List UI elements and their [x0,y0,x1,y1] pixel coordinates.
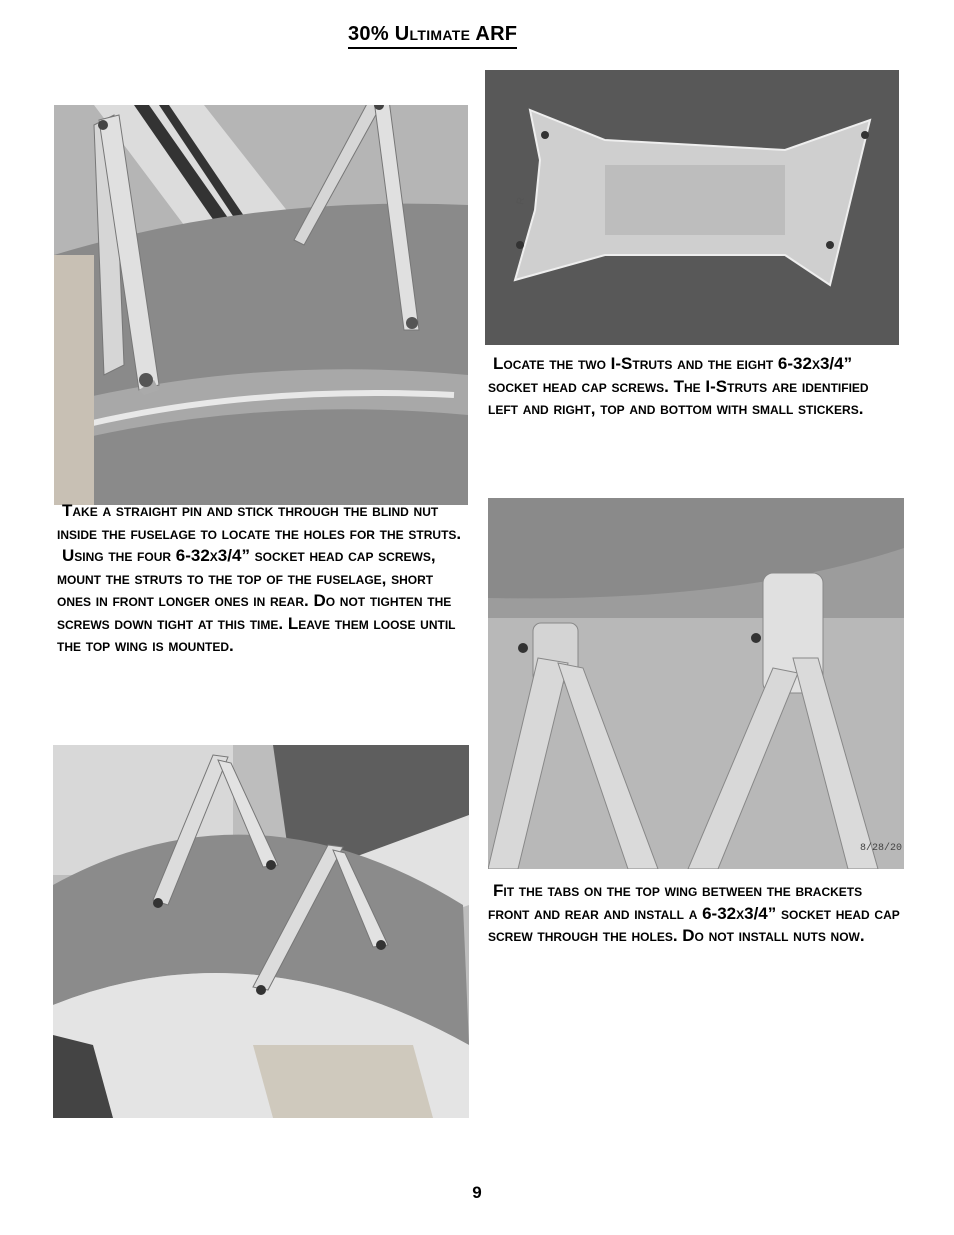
photo-struts-on-fuselage [54,105,468,505]
paragraph-text: Fit the tabs on the top wing between the brackets front and rear and install a 6-32x3/4” socket head cap screw through the holes. Do not install nuts now. [488,881,900,945]
paragraph-locate-struts [488,353,900,421]
photo-mounted-struts [53,745,469,1118]
paragraph-text-2: Using the four 6-32x3/4” socket head cap screws, mount the struts to the top of the fuselage, short ones in front longer ones in rear. Do not tighten the screws down tight at this time. Leave them loose until the top wing is mounted. [57,546,456,655]
photo-i-strut [485,70,899,345]
page-number: 9 [472,1183,482,1202]
paragraph-fit-tabs [488,880,900,948]
date-stamp: 8/28/20 [860,843,903,854]
paragraph-mount-struts [57,500,469,658]
strut-sticker-label: R [515,196,528,206]
photo-wing-brackets [488,498,904,869]
paragraph-text: Locate the two I-Struts and the eight 6-32x3/4” socket head cap screws. The I-Struts are identified left and right, top and bottom with small stickers. [488,354,869,418]
page-title: 30% Ultimate ARF [348,22,517,49]
paragraph-text-1: Take a straight pin and stick through the blind nut inside the fuselage to locate the holes for the struts. [57,501,462,543]
